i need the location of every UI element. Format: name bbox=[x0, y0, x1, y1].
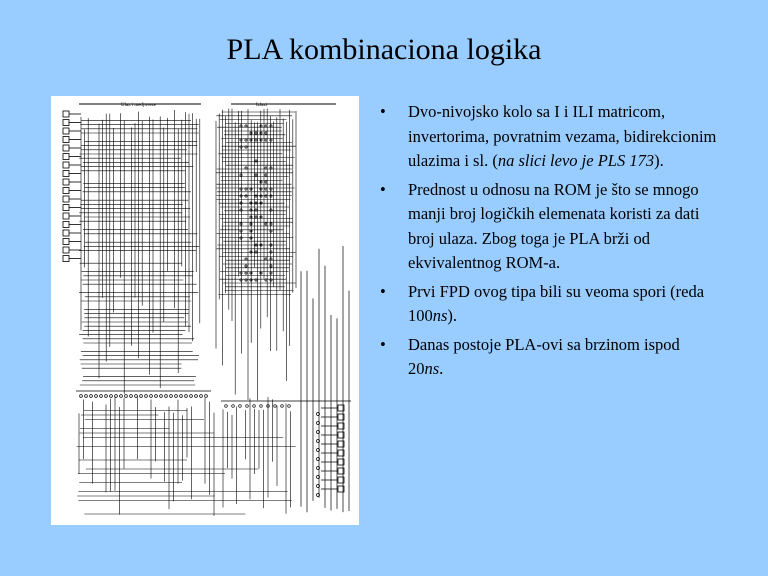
inverter-bubble bbox=[255, 174, 257, 176]
bullet-text: . bbox=[439, 359, 444, 378]
inverter-bubble bbox=[281, 405, 284, 408]
pin-box bbox=[63, 222, 69, 228]
slide-title: PLA kombinaciona logika bbox=[226, 33, 542, 66]
inverter-bubble bbox=[245, 125, 247, 127]
bullet-item bbox=[372, 333, 717, 382]
pin-box bbox=[63, 111, 69, 117]
inverter-bubble bbox=[246, 405, 249, 408]
pin-box bbox=[63, 188, 69, 194]
inverter-bubble bbox=[265, 223, 267, 225]
pin-box bbox=[63, 205, 69, 211]
inverter-bubble bbox=[270, 279, 272, 281]
inverter-bubble bbox=[265, 279, 267, 281]
inverter-bubble bbox=[155, 395, 158, 398]
inverter-bubble bbox=[270, 258, 272, 260]
inverter-bubble bbox=[95, 395, 98, 398]
inverter-bubble bbox=[240, 125, 242, 127]
pin-box bbox=[63, 247, 69, 253]
pin-box bbox=[63, 179, 69, 185]
inverter-bubble bbox=[260, 405, 263, 408]
inverter-bubble bbox=[135, 395, 138, 398]
inverter-bubble bbox=[270, 251, 272, 253]
bullet-text: ). bbox=[654, 151, 664, 170]
inverter-bubble bbox=[265, 174, 267, 176]
inverter-bubble bbox=[253, 405, 256, 408]
inverter-bubble bbox=[270, 139, 272, 141]
inverter-bubble bbox=[240, 174, 242, 176]
pin-box bbox=[63, 145, 69, 151]
inverter-bubble bbox=[240, 230, 242, 232]
inverter-bubble bbox=[240, 237, 242, 239]
bullet-text-italic: na slici levo je PLS 173 bbox=[497, 151, 655, 170]
inverter-bubble bbox=[255, 132, 257, 134]
inverter-bubble bbox=[240, 272, 242, 274]
inverter-bubble bbox=[265, 125, 267, 127]
bullet-text: Dvo-nivojsko kolo sa I i ILI matricom, invertorima, povratnim vezama, bidirekcionim ulazima i sl. ( bbox=[408, 102, 717, 170]
pin-box bbox=[63, 162, 69, 168]
inverter-bubble bbox=[245, 195, 247, 197]
pin-box bbox=[63, 213, 69, 219]
pla-circuit-svg bbox=[51, 96, 359, 525]
inverter-bubble bbox=[265, 132, 267, 134]
inverter-bubble bbox=[270, 167, 272, 169]
inverter-bubble bbox=[90, 395, 93, 398]
inverter-bubble bbox=[130, 395, 133, 398]
inverter-bubble bbox=[265, 139, 267, 141]
inverter-bubble bbox=[85, 395, 88, 398]
inverter-bubble bbox=[270, 223, 272, 225]
pin-box bbox=[63, 230, 69, 236]
pla-circuit-diagram bbox=[51, 96, 359, 525]
inverter-bubble bbox=[232, 405, 235, 408]
inverter-bubble bbox=[245, 146, 247, 148]
inverter-bubble bbox=[270, 265, 272, 267]
bullet-text: Prednost u odnosu na ROM je što se mnogo manji broj logičkih elemenata koristi za dati broj ulaza. Zbog toga je PLA brži od ekvivalentnog ROM-a. bbox=[408, 179, 700, 272]
inverter-bubble bbox=[255, 279, 257, 281]
inverter-bubble bbox=[165, 395, 168, 398]
inverter-bubble bbox=[265, 195, 267, 197]
inverter-bubble bbox=[270, 125, 272, 127]
bullet-marker: • bbox=[380, 102, 386, 121]
inverter-bubble bbox=[274, 405, 277, 408]
bullet-marker: • bbox=[380, 281, 386, 301]
inverter-bubble bbox=[125, 395, 128, 398]
inverter-bubble bbox=[240, 139, 242, 141]
inverter-bubble bbox=[170, 395, 173, 398]
bullet-marker: • bbox=[380, 179, 386, 199]
bullet-marker: • bbox=[380, 334, 386, 354]
inverter-bubble bbox=[245, 188, 247, 190]
inverter-bubble bbox=[270, 230, 272, 232]
inverter-bubble bbox=[225, 405, 228, 408]
figure-header-left: Ulaz i medjuveze bbox=[121, 103, 156, 108]
inverter-bubble bbox=[265, 181, 267, 183]
pin-box bbox=[63, 137, 69, 143]
pin-box bbox=[63, 239, 69, 245]
inverter-bubble bbox=[265, 167, 267, 169]
inverter-bubble bbox=[270, 272, 272, 274]
inverter-bubble bbox=[205, 395, 208, 398]
inverter-bubble bbox=[270, 209, 272, 211]
inverter-bubble bbox=[145, 395, 148, 398]
inverter-bubble bbox=[245, 167, 247, 169]
inverter-bubble bbox=[270, 195, 272, 197]
inverter-bubble bbox=[245, 279, 247, 281]
inverter-bubble bbox=[200, 395, 203, 398]
bullet-list bbox=[372, 100, 717, 386]
inverter-bubble bbox=[245, 265, 247, 267]
pin-box bbox=[63, 154, 69, 160]
inverter-bubble bbox=[288, 405, 291, 408]
inverter-bubble bbox=[240, 146, 242, 148]
inverter-bubble bbox=[175, 395, 178, 398]
inverter-bubble bbox=[100, 395, 103, 398]
inverter-bubble bbox=[240, 279, 242, 281]
bullet-item bbox=[372, 100, 717, 174]
inverter-bubble bbox=[240, 188, 242, 190]
inverter-bubble bbox=[245, 258, 247, 260]
inverter-bubble bbox=[265, 188, 267, 190]
pin-box bbox=[63, 171, 69, 177]
pin-box bbox=[63, 256, 69, 262]
inverter-bubble bbox=[245, 139, 247, 141]
inverter-bubble bbox=[239, 405, 242, 408]
inverter-bubble bbox=[80, 395, 83, 398]
inverter-bubble bbox=[255, 251, 257, 253]
pin-box bbox=[63, 128, 69, 134]
bullet-text: ). bbox=[447, 306, 458, 325]
inverter-bubble bbox=[240, 209, 242, 211]
inverter-bubble bbox=[240, 223, 242, 225]
pin-box bbox=[63, 120, 69, 126]
bullet-text: Prvi FPD ovog tipa bili su veoma spori (reda 100 bbox=[408, 281, 705, 325]
bullet-text-italic: ns bbox=[424, 359, 440, 378]
inverter-bubble bbox=[190, 395, 193, 398]
bullet-text-italic: ns bbox=[432, 306, 448, 325]
inverter-bubble bbox=[265, 258, 267, 260]
inverter-bubble bbox=[110, 395, 113, 398]
inverter-bubble bbox=[185, 395, 188, 398]
inverter-bubble bbox=[255, 195, 257, 197]
inverter-bubble bbox=[270, 188, 272, 190]
inverter-bubble bbox=[105, 395, 108, 398]
inverter-bubble bbox=[240, 195, 242, 197]
inverter-bubble bbox=[255, 160, 257, 162]
inverter-bubble bbox=[255, 139, 257, 141]
figure-header-right: Izlazi bbox=[256, 103, 268, 108]
inverter-bubble bbox=[120, 395, 123, 398]
pin-box bbox=[63, 196, 69, 202]
inverter-bubble bbox=[255, 209, 257, 211]
bullet-item bbox=[372, 178, 717, 276]
inverter-bubble bbox=[150, 395, 153, 398]
inverter-bubble bbox=[140, 395, 143, 398]
bullet-item bbox=[372, 280, 717, 329]
inverter-bubble bbox=[195, 395, 198, 398]
bullet-text: Danas postoje PLA-ovi sa brzinom ispod 20 bbox=[408, 334, 680, 378]
inverter-bubble bbox=[160, 395, 163, 398]
inverter-bubble bbox=[180, 395, 183, 398]
inverter-bubble bbox=[245, 272, 247, 274]
inverter-bubble bbox=[255, 216, 257, 218]
